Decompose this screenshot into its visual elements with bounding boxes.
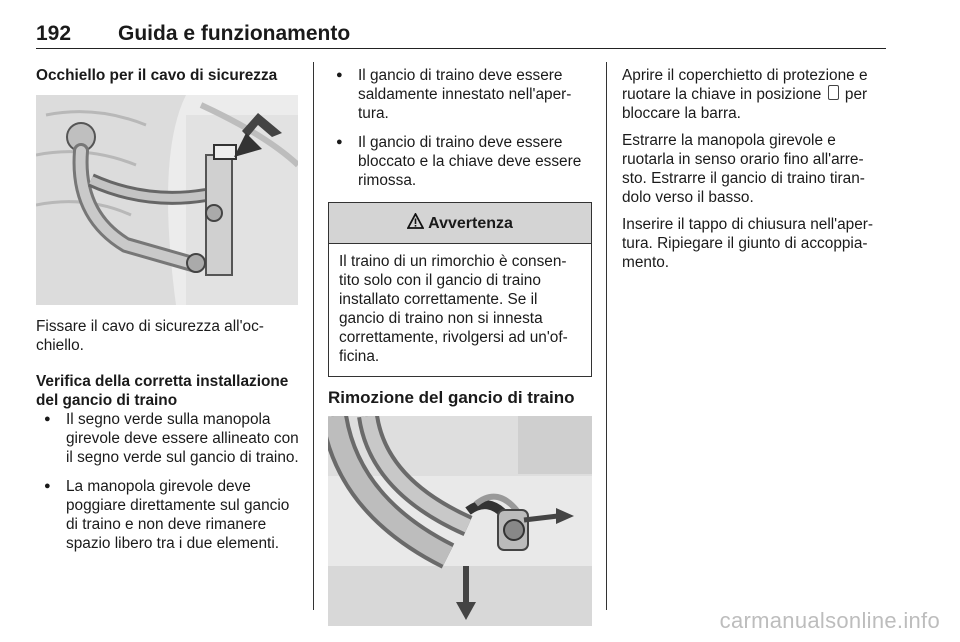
installation-check-list	[36, 410, 300, 553]
installation-check-heading: Verifica della corretta installazione del gancio di traino	[36, 373, 289, 409]
column-divider	[606, 62, 607, 610]
column-1	[36, 66, 300, 553]
warning-text: Il traino di un rimorchio è consen-tito solo con il gancio di traino installato correttamente. Se il gancio di traino non si innesta correttamente, rivolgersi ad un'of-ficina.	[339, 253, 568, 365]
safety-cable-instruction: Fissare il cavo di sicurezza all'oc-chiello.	[36, 318, 264, 354]
list-item: ● Il segno verde sulla manopola girevole deve essere allineato con il segno verde sul gancio di traino.	[36, 410, 300, 467]
column-2	[328, 66, 592, 626]
chapter-title: Guida e funzionamento	[118, 22, 351, 45]
tow-hook-eyelet-figure	[36, 95, 298, 305]
warning-title: Avvertenza	[428, 214, 513, 232]
list-item: ● Il gancio di traino deve essere bloccato e la chiave deve essere rimossa.	[328, 133, 592, 190]
column-divider	[313, 62, 314, 610]
list-item: ● Il gancio di traino deve essere saldamente innestato nell'aper-tura.	[328, 66, 592, 123]
page-number: 192	[36, 22, 72, 45]
safety-cable-eyelet-heading: Occhiello per il cavo di sicurezza	[36, 67, 278, 84]
lock-instruction: Aprire il coperchietto di protezione e ruotare la chiave in posizione per bloccare la barra.	[622, 67, 868, 122]
column-3	[622, 66, 888, 272]
key-lock-icon	[828, 85, 839, 100]
hook-check-list	[328, 66, 592, 190]
warning-box	[328, 202, 592, 377]
watermark: carmanualsonline.info	[719, 608, 940, 633]
remove-knob-instruction: Estrarre la manopola girevole e ruotarla in senso orario fino all'arre-sto. Estrarre il gancio di traino tiran-dolo verso il basso.	[622, 132, 865, 206]
list-item: ● La manopola girevole deve poggiare direttamente sul gancio di traino e non deve rimanere spazio libero tra i due elementi.	[36, 477, 300, 553]
warning-triangle-icon	[407, 213, 424, 234]
insert-cap-instruction: Inserire il tappo di chiusura nell'aper-tura. Ripiegare il giunto di accoppia-mento.	[622, 216, 874, 271]
page-header	[36, 22, 886, 49]
hook-removal-heading: Rimozione del gancio di traino	[328, 388, 575, 407]
warning-header	[329, 203, 591, 244]
hook-removal-figure	[328, 416, 592, 626]
